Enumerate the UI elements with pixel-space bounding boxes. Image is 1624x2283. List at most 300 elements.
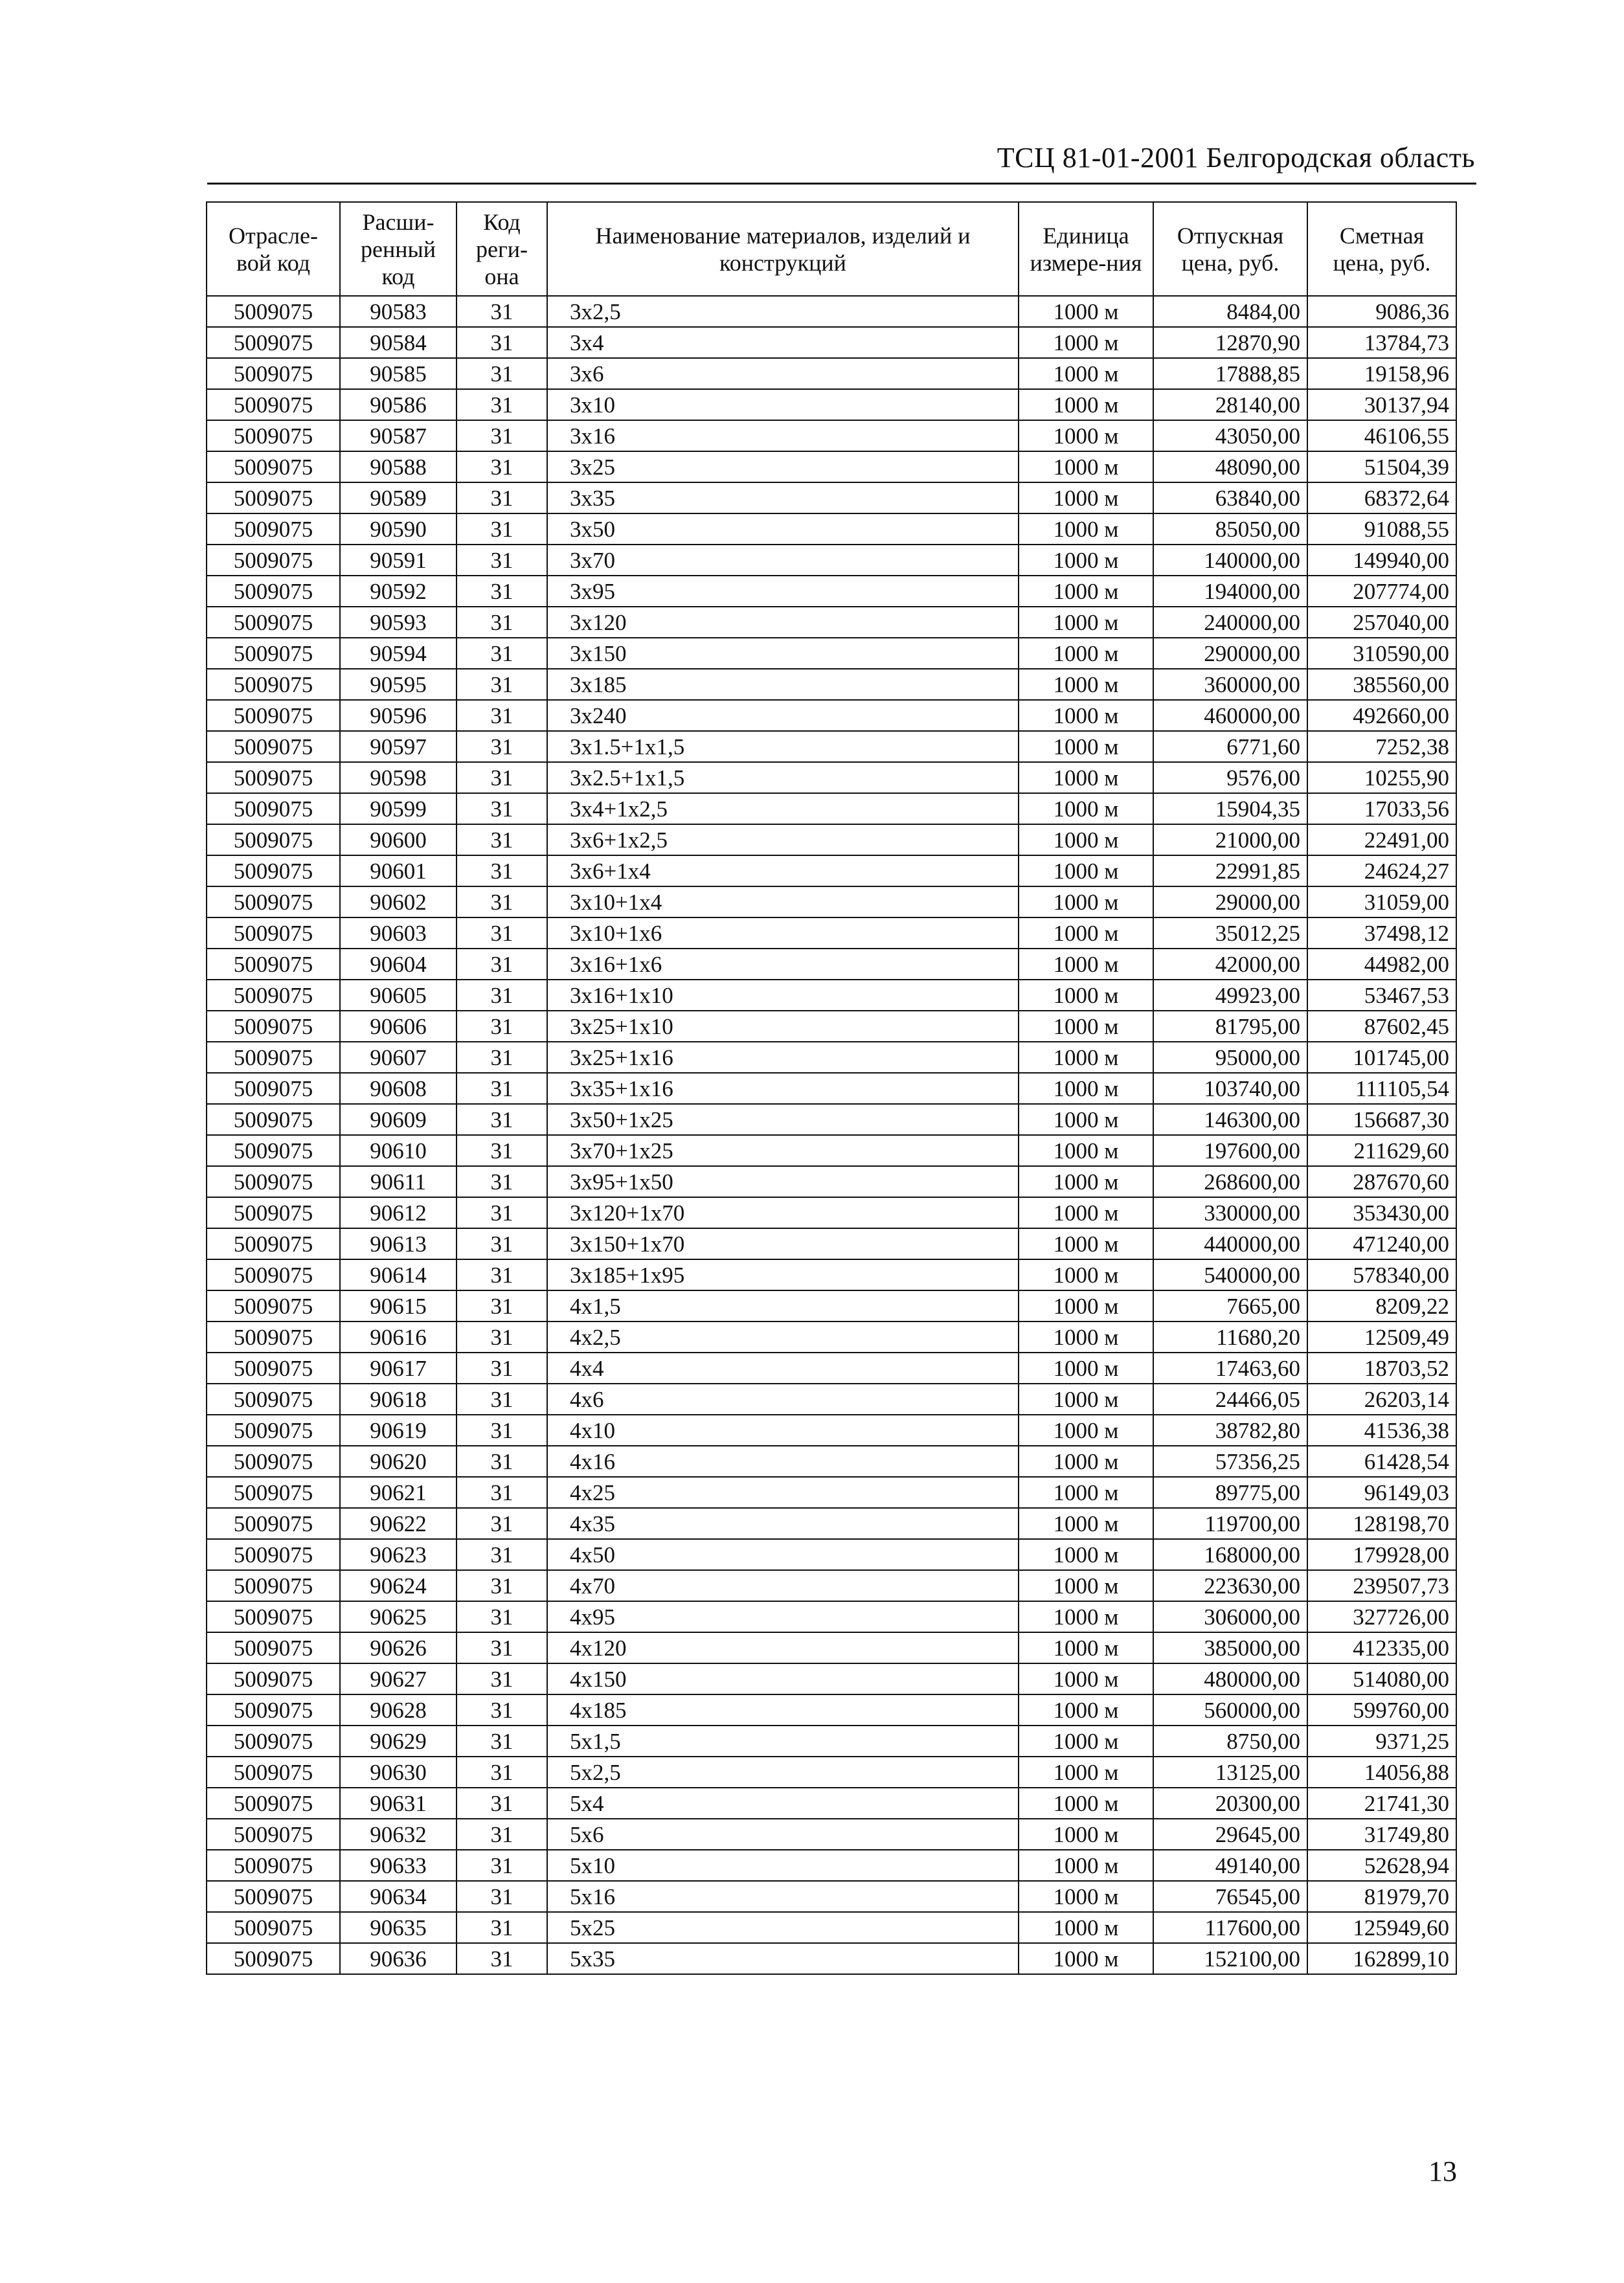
cell-region-code: 31: [457, 607, 547, 638]
table-row: [207, 638, 1456, 669]
cell-material-name: 4х4: [547, 1353, 1019, 1384]
cell-material-name: 4х2,5: [547, 1321, 1019, 1353]
cell-region-code: 31: [457, 1726, 547, 1757]
cell-material-name: 3х150+1х70: [547, 1228, 1019, 1259]
cell-material-name: 4х185: [547, 1694, 1019, 1726]
column-header-region-code: Код реги-она: [457, 202, 547, 296]
table-row: [207, 669, 1456, 700]
cell-estimate-price: 9371,25: [1307, 1726, 1456, 1757]
cell-branch-code: 5009075: [207, 1073, 340, 1104]
cell-material-name: 3х120: [547, 607, 1019, 638]
cell-unit: 1000 м: [1019, 1726, 1153, 1757]
cell-unit: 1000 м: [1019, 1259, 1153, 1290]
cell-extended-code: 90628: [340, 1694, 457, 1726]
cell-release-price: 21000,00: [1153, 824, 1307, 855]
cell-region-code: 31: [457, 1042, 547, 1073]
cell-extended-code: 90588: [340, 451, 457, 482]
cell-material-name: 5х10: [547, 1850, 1019, 1881]
table-row: [207, 451, 1456, 482]
cell-unit: 1000 м: [1019, 1570, 1153, 1601]
cell-material-name: 5х25: [547, 1912, 1019, 1943]
cell-extended-code: 90597: [340, 731, 457, 762]
cell-estimate-price: 353430,00: [1307, 1197, 1456, 1228]
cell-release-price: 9576,00: [1153, 762, 1307, 793]
cell-material-name: 4х50: [547, 1539, 1019, 1570]
cell-branch-code: 5009075: [207, 420, 340, 451]
table-row: [207, 607, 1456, 638]
cell-estimate-price: 31059,00: [1307, 886, 1456, 917]
cell-region-code: 31: [457, 482, 547, 513]
cell-unit: 1000 м: [1019, 1508, 1153, 1539]
table-row: [207, 1539, 1456, 1570]
cell-release-price: 194000,00: [1153, 576, 1307, 607]
cell-unit: 1000 м: [1019, 1446, 1153, 1477]
cell-region-code: 31: [457, 793, 547, 824]
cell-branch-code: 5009075: [207, 917, 340, 949]
cell-branch-code: 5009075: [207, 389, 340, 420]
cell-release-price: 13125,00: [1153, 1757, 1307, 1788]
cell-region-code: 31: [457, 296, 547, 327]
cell-branch-code: 5009075: [207, 886, 340, 917]
cell-extended-code: 90585: [340, 358, 457, 389]
table-row: [207, 1228, 1456, 1259]
cell-material-name: 3х6: [547, 358, 1019, 389]
table-row: [207, 1570, 1456, 1601]
cell-estimate-price: 51504,39: [1307, 451, 1456, 482]
cell-region-code: 31: [457, 1415, 547, 1446]
cell-estimate-price: 44982,00: [1307, 949, 1456, 980]
cell-material-name: 3х4+1х2,5: [547, 793, 1019, 824]
table-row: [207, 1353, 1456, 1384]
cell-material-name: 3х16+1х10: [547, 980, 1019, 1011]
cell-material-name: 3х35+1х16: [547, 1073, 1019, 1104]
cell-region-code: 31: [457, 669, 547, 700]
table-row: [207, 1694, 1456, 1726]
cell-extended-code: 90600: [340, 824, 457, 855]
cell-region-code: 31: [457, 1259, 547, 1290]
cell-material-name: 3х1.5+1х1,5: [547, 731, 1019, 762]
cell-region-code: 31: [457, 1166, 547, 1197]
cell-unit: 1000 м: [1019, 855, 1153, 886]
table-row: [207, 1104, 1456, 1135]
cell-material-name: 4х6: [547, 1384, 1019, 1415]
cell-region-code: 31: [457, 358, 547, 389]
column-header-material-name: Наименование материалов, изделий и конструкций: [547, 202, 1019, 296]
cell-extended-code: 90629: [340, 1726, 457, 1757]
cell-branch-code: 5009075: [207, 638, 340, 669]
cell-release-price: 89775,00: [1153, 1477, 1307, 1508]
cell-estimate-price: 9086,36: [1307, 296, 1456, 327]
column-header-branch-code: Отрасле-вой код: [207, 202, 340, 296]
cell-region-code: 31: [457, 1508, 547, 1539]
cell-unit: 1000 м: [1019, 545, 1153, 576]
cell-branch-code: 5009075: [207, 1601, 340, 1632]
cell-unit: 1000 м: [1019, 1166, 1153, 1197]
cell-unit: 1000 м: [1019, 1757, 1153, 1788]
cell-branch-code: 5009075: [207, 1850, 340, 1881]
table-row: [207, 1415, 1456, 1446]
cell-release-price: 81795,00: [1153, 1011, 1307, 1042]
cell-branch-code: 5009075: [207, 1881, 340, 1912]
cell-extended-code: 90633: [340, 1850, 457, 1881]
cell-branch-code: 5009075: [207, 1446, 340, 1477]
cell-estimate-price: 52628,94: [1307, 1850, 1456, 1881]
cell-release-price: 560000,00: [1153, 1694, 1307, 1726]
page-number: 13: [1428, 2155, 1457, 2187]
cell-estimate-price: 207774,00: [1307, 576, 1456, 607]
cell-extended-code: 90620: [340, 1446, 457, 1477]
cell-region-code: 31: [457, 451, 547, 482]
cell-extended-code: 90584: [340, 327, 457, 358]
cell-material-name: 3х70: [547, 545, 1019, 576]
cell-estimate-price: 68372,64: [1307, 482, 1456, 513]
cell-release-price: 15904,35: [1153, 793, 1307, 824]
table-body: [207, 296, 1456, 1974]
cell-material-name: 3х95+1х50: [547, 1166, 1019, 1197]
cell-release-price: 63840,00: [1153, 482, 1307, 513]
cell-release-price: 28140,00: [1153, 389, 1307, 420]
cell-region-code: 31: [457, 1943, 547, 1974]
cell-release-price: 38782,80: [1153, 1415, 1307, 1446]
table-row: [207, 1446, 1456, 1477]
cell-branch-code: 5009075: [207, 1694, 340, 1726]
cell-estimate-price: 385560,00: [1307, 669, 1456, 700]
cell-estimate-price: 128198,70: [1307, 1508, 1456, 1539]
cell-branch-code: 5009075: [207, 513, 340, 545]
cell-extended-code: 90594: [340, 638, 457, 669]
cell-material-name: 4х35: [547, 1508, 1019, 1539]
cell-unit: 1000 м: [1019, 296, 1153, 327]
cell-branch-code: 5009075: [207, 669, 340, 700]
cell-release-price: 197600,00: [1153, 1135, 1307, 1166]
cell-region-code: 31: [457, 1788, 547, 1819]
cell-region-code: 31: [457, 1073, 547, 1104]
cell-branch-code: 5009075: [207, 855, 340, 886]
table-row: [207, 1135, 1456, 1166]
cell-extended-code: 90592: [340, 576, 457, 607]
cell-region-code: 31: [457, 1912, 547, 1943]
cell-estimate-price: 514080,00: [1307, 1663, 1456, 1694]
cell-region-code: 31: [457, 389, 547, 420]
cell-region-code: 31: [457, 1353, 547, 1384]
cell-material-name: 5х4: [547, 1788, 1019, 1819]
cell-region-code: 31: [457, 1632, 547, 1663]
cell-material-name: 3х50+1х25: [547, 1104, 1019, 1135]
cell-material-name: 4х10: [547, 1415, 1019, 1446]
table-row: [207, 1726, 1456, 1757]
cell-extended-code: 90636: [340, 1943, 457, 1974]
table-row: [207, 513, 1456, 545]
cell-material-name: 3х2,5: [547, 296, 1019, 327]
cell-extended-code: 90605: [340, 980, 457, 1011]
cell-estimate-price: 37498,12: [1307, 917, 1456, 949]
table-row: [207, 1632, 1456, 1663]
cell-region-code: 31: [457, 731, 547, 762]
cell-extended-code: 90591: [340, 545, 457, 576]
cell-unit: 1000 м: [1019, 1228, 1153, 1259]
cell-branch-code: 5009075: [207, 1415, 340, 1446]
cell-unit: 1000 м: [1019, 1601, 1153, 1632]
cell-region-code: 31: [457, 576, 547, 607]
cell-material-name: 5х6: [547, 1819, 1019, 1850]
cell-branch-code: 5009075: [207, 576, 340, 607]
cell-branch-code: 5009075: [207, 1570, 340, 1601]
table-row: [207, 1819, 1456, 1850]
cell-extended-code: 90586: [340, 389, 457, 420]
cell-release-price: 8750,00: [1153, 1726, 1307, 1757]
cell-estimate-price: 46106,55: [1307, 420, 1456, 451]
cell-region-code: 31: [457, 1819, 547, 1850]
cell-unit: 1000 м: [1019, 1912, 1153, 1943]
cell-branch-code: 5009075: [207, 1726, 340, 1757]
cell-extended-code: 90624: [340, 1570, 457, 1601]
cell-extended-code: 90611: [340, 1166, 457, 1197]
cell-estimate-price: 7252,38: [1307, 731, 1456, 762]
cell-estimate-price: 257040,00: [1307, 607, 1456, 638]
cell-extended-code: 90610: [340, 1135, 457, 1166]
cell-branch-code: 5009075: [207, 1166, 340, 1197]
cell-unit: 1000 м: [1019, 980, 1153, 1011]
cell-region-code: 31: [457, 1228, 547, 1259]
cell-extended-code: 90617: [340, 1353, 457, 1384]
cell-branch-code: 5009075: [207, 1477, 340, 1508]
cell-estimate-price: 19158,96: [1307, 358, 1456, 389]
table-row: [207, 545, 1456, 576]
cell-material-name: 5х16: [547, 1881, 1019, 1912]
table-row: [207, 793, 1456, 824]
cell-branch-code: 5009075: [207, 1321, 340, 1353]
cell-estimate-price: 599760,00: [1307, 1694, 1456, 1726]
table-row: [207, 1508, 1456, 1539]
cell-estimate-price: 162899,10: [1307, 1943, 1456, 1974]
cell-estimate-price: 125949,60: [1307, 1912, 1456, 1943]
table-row: [207, 824, 1456, 855]
cell-unit: 1000 м: [1019, 513, 1153, 545]
cell-material-name: 3х4: [547, 327, 1019, 358]
cell-extended-code: 90631: [340, 1788, 457, 1819]
cell-release-price: 29645,00: [1153, 1819, 1307, 1850]
cell-extended-code: 90583: [340, 296, 457, 327]
cell-branch-code: 5009075: [207, 358, 340, 389]
table-row: [207, 1197, 1456, 1228]
cell-extended-code: 90595: [340, 669, 457, 700]
cell-material-name: 3х25: [547, 451, 1019, 482]
cell-estimate-price: 211629,60: [1307, 1135, 1456, 1166]
table-row: [207, 731, 1456, 762]
cell-region-code: 31: [457, 762, 547, 793]
cell-release-price: 440000,00: [1153, 1228, 1307, 1259]
cell-unit: 1000 м: [1019, 949, 1153, 980]
cell-material-name: 3х25+1х16: [547, 1042, 1019, 1073]
cell-unit: 1000 м: [1019, 358, 1153, 389]
cell-estimate-price: 492660,00: [1307, 700, 1456, 731]
cell-branch-code: 5009075: [207, 451, 340, 482]
cell-release-price: 95000,00: [1153, 1042, 1307, 1073]
cell-release-price: 22991,85: [1153, 855, 1307, 886]
cell-release-price: 140000,00: [1153, 545, 1307, 576]
cell-unit: 1000 м: [1019, 1819, 1153, 1850]
cell-release-price: 49923,00: [1153, 980, 1307, 1011]
cell-release-price: 119700,00: [1153, 1508, 1307, 1539]
cell-estimate-price: 26203,14: [1307, 1384, 1456, 1415]
cell-branch-code: 5009075: [207, 762, 340, 793]
cell-extended-code: 90627: [340, 1663, 457, 1694]
cell-extended-code: 90615: [340, 1290, 457, 1321]
cell-estimate-price: 578340,00: [1307, 1259, 1456, 1290]
cell-material-name: 3х16: [547, 420, 1019, 451]
cell-unit: 1000 м: [1019, 886, 1153, 917]
table-row: [207, 1011, 1456, 1042]
cell-branch-code: 5009075: [207, 1819, 340, 1850]
cell-region-code: 31: [457, 1446, 547, 1477]
cell-extended-code: 90619: [340, 1415, 457, 1446]
cell-release-price: 17463,60: [1153, 1353, 1307, 1384]
cell-unit: 1000 м: [1019, 1135, 1153, 1166]
column-header-unit: Единица измере-ния: [1019, 202, 1153, 296]
table-row: [207, 1166, 1456, 1197]
cell-estimate-price: 179928,00: [1307, 1539, 1456, 1570]
cell-material-name: 3х6+1х2,5: [547, 824, 1019, 855]
cell-unit: 1000 м: [1019, 762, 1153, 793]
cell-release-price: 7665,00: [1153, 1290, 1307, 1321]
cell-extended-code: 90623: [340, 1539, 457, 1570]
table-row: [207, 1912, 1456, 1943]
cell-unit: 1000 м: [1019, 327, 1153, 358]
cell-unit: 1000 м: [1019, 1321, 1153, 1353]
cell-unit: 1000 м: [1019, 1477, 1153, 1508]
cell-unit: 1000 м: [1019, 917, 1153, 949]
cell-unit: 1000 м: [1019, 824, 1153, 855]
cell-branch-code: 5009075: [207, 482, 340, 513]
cell-region-code: 31: [457, 917, 547, 949]
cell-material-name: 4х150: [547, 1663, 1019, 1694]
cell-unit: 1000 м: [1019, 1881, 1153, 1912]
cell-extended-code: 90613: [340, 1228, 457, 1259]
cell-unit: 1000 м: [1019, 1943, 1153, 1974]
cell-release-price: 240000,00: [1153, 607, 1307, 638]
cell-unit: 1000 м: [1019, 1663, 1153, 1694]
cell-material-name: 3х16+1х6: [547, 949, 1019, 980]
table-row: [207, 1477, 1456, 1508]
cell-branch-code: 5009075: [207, 296, 340, 327]
cell-material-name: 3х6+1х4: [547, 855, 1019, 886]
table-row: [207, 855, 1456, 886]
table-row: [207, 1042, 1456, 1073]
cell-region-code: 31: [457, 1881, 547, 1912]
cell-branch-code: 5009075: [207, 1508, 340, 1539]
table-row: [207, 949, 1456, 980]
cell-estimate-price: 10255,90: [1307, 762, 1456, 793]
cell-region-code: 31: [457, 638, 547, 669]
cell-release-price: 268600,00: [1153, 1166, 1307, 1197]
cell-extended-code: 90589: [340, 482, 457, 513]
cell-unit: 1000 м: [1019, 1788, 1153, 1819]
cell-unit: 1000 м: [1019, 389, 1153, 420]
cell-branch-code: 5009075: [207, 980, 340, 1011]
cell-estimate-price: 91088,55: [1307, 513, 1456, 545]
cell-release-price: 306000,00: [1153, 1601, 1307, 1632]
cell-branch-code: 5009075: [207, 700, 340, 731]
cell-material-name: 4х95: [547, 1601, 1019, 1632]
cell-branch-code: 5009075: [207, 1943, 340, 1974]
cell-unit: 1000 м: [1019, 1694, 1153, 1726]
cell-estimate-price: 87602,45: [1307, 1011, 1456, 1042]
cell-estimate-price: 41536,38: [1307, 1415, 1456, 1446]
cell-material-name: 5х2,5: [547, 1757, 1019, 1788]
cell-branch-code: 5009075: [207, 1632, 340, 1663]
cell-unit: 1000 м: [1019, 1042, 1153, 1073]
cell-region-code: 31: [457, 1757, 547, 1788]
cell-extended-code: 90598: [340, 762, 457, 793]
cell-branch-code: 5009075: [207, 731, 340, 762]
cell-estimate-price: 310590,00: [1307, 638, 1456, 669]
cell-extended-code: 90612: [340, 1197, 457, 1228]
cell-material-name: 3х2.5+1х1,5: [547, 762, 1019, 793]
cell-release-price: 330000,00: [1153, 1197, 1307, 1228]
cell-unit: 1000 м: [1019, 1073, 1153, 1104]
cell-estimate-price: 18703,52: [1307, 1353, 1456, 1384]
cell-region-code: 31: [457, 700, 547, 731]
cell-material-name: 3х10: [547, 389, 1019, 420]
cell-extended-code: 90626: [340, 1632, 457, 1663]
cell-branch-code: 5009075: [207, 1290, 340, 1321]
cell-unit: 1000 м: [1019, 1632, 1153, 1663]
cell-release-price: 29000,00: [1153, 886, 1307, 917]
cell-extended-code: 90606: [340, 1011, 457, 1042]
cell-material-name: 3х120+1х70: [547, 1197, 1019, 1228]
cell-material-name: 5х35: [547, 1943, 1019, 1974]
cell-branch-code: 5009075: [207, 1539, 340, 1570]
cell-region-code: 31: [457, 545, 547, 576]
cell-material-name: 3х25+1х10: [547, 1011, 1019, 1042]
cell-estimate-price: 8209,22: [1307, 1290, 1456, 1321]
cell-region-code: 31: [457, 855, 547, 886]
cell-extended-code: 90599: [340, 793, 457, 824]
cell-material-name: 3х10+1х6: [547, 917, 1019, 949]
cell-extended-code: 90593: [340, 607, 457, 638]
cell-unit: 1000 м: [1019, 1539, 1153, 1570]
cell-estimate-price: 12509,49: [1307, 1321, 1456, 1353]
cell-unit: 1000 м: [1019, 1353, 1153, 1384]
header-rule: [207, 183, 1476, 185]
cell-extended-code: 90603: [340, 917, 457, 949]
cell-region-code: 31: [457, 1539, 547, 1570]
cell-unit: 1000 м: [1019, 576, 1153, 607]
cell-release-price: 76545,00: [1153, 1881, 1307, 1912]
cell-estimate-price: 22491,00: [1307, 824, 1456, 855]
cell-unit: 1000 м: [1019, 451, 1153, 482]
cell-branch-code: 5009075: [207, 1353, 340, 1384]
cell-branch-code: 5009075: [207, 793, 340, 824]
column-header-estimate-price: Сметная цена, руб.: [1307, 202, 1456, 296]
cell-estimate-price: 327726,00: [1307, 1601, 1456, 1632]
cell-extended-code: 90602: [340, 886, 457, 917]
cell-estimate-price: 81979,70: [1307, 1881, 1456, 1912]
cell-extended-code: 90635: [340, 1912, 457, 1943]
cell-branch-code: 5009075: [207, 1788, 340, 1819]
cell-branch-code: 5009075: [207, 1011, 340, 1042]
cell-region-code: 31: [457, 1290, 547, 1321]
cell-estimate-price: 287670,60: [1307, 1166, 1456, 1197]
cell-release-price: 460000,00: [1153, 700, 1307, 731]
cell-release-price: 20300,00: [1153, 1788, 1307, 1819]
cell-material-name: 4х1,5: [547, 1290, 1019, 1321]
cell-release-price: 48090,00: [1153, 451, 1307, 482]
cell-material-name: 4х70: [547, 1570, 1019, 1601]
cell-region-code: 31: [457, 327, 547, 358]
cell-release-price: 152100,00: [1153, 1943, 1307, 1974]
cell-release-price: 12870,90: [1153, 327, 1307, 358]
